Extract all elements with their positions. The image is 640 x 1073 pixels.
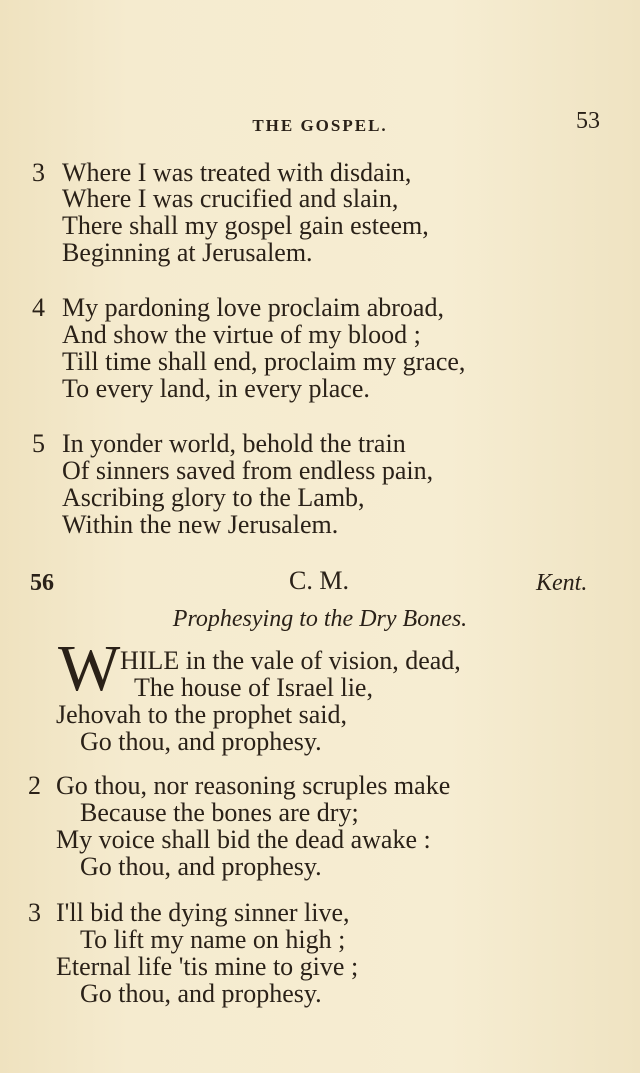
verse-number: 3: [28, 898, 41, 927]
verse-line: To every land, in every place.: [62, 374, 370, 403]
verse-line: HILE in the vale of vision, dead,: [120, 646, 461, 675]
verse-line: Within the new Jerusalem.: [62, 510, 339, 539]
verse-line: My voice shall bid the dead awake :: [56, 825, 431, 854]
verse-line: There shall my gospel gain esteem,: [62, 211, 429, 240]
page-number: 53: [576, 108, 600, 134]
running-title: THE GOSPEL.: [252, 116, 388, 135]
verse-line: Beginning at Jerusalem.: [62, 238, 313, 267]
verse-number: 3: [32, 158, 45, 187]
verse-number: 4: [32, 293, 45, 322]
verse-line: The house of Israel lie,: [134, 673, 373, 702]
verse-line: Ascribing glory to the Lamb,: [62, 483, 365, 512]
verse-line: Go thou, and prophesy.: [80, 852, 322, 881]
verse-line: I'll bid the dying sinner live,: [56, 898, 350, 927]
tune-name: Kent.: [536, 570, 588, 596]
verse-line: Till time shall end, proclaim my grace,: [62, 347, 466, 376]
verse-line: Go thou, nor reasoning scruples make: [56, 771, 451, 800]
hymn-meter: C. M.: [289, 566, 349, 595]
verse-line: In yonder world, behold the train: [62, 429, 406, 458]
verse-line: Jehovah to the prophet said,: [56, 700, 347, 729]
verse-line: And show the virtue of my blood ;: [62, 320, 421, 349]
verse-line: My pardoning love proclaim abroad,: [62, 293, 444, 322]
verse-line: Where I was crucified and slain,: [62, 184, 399, 213]
verse-number: 5: [32, 429, 45, 458]
verse-number: 2: [28, 771, 41, 800]
verse-line: Of sinners saved from endless pain,: [62, 456, 434, 485]
verse-line: Where I was treated with disdain,: [62, 158, 412, 187]
verse-line: To lift my name on high ;: [80, 925, 346, 954]
hymn-subtitle: Prophesying to the Dry Bones.: [172, 606, 468, 632]
hymn-number: 56: [30, 570, 54, 596]
verse-line: Go thou, and prophesy.: [80, 979, 322, 1008]
drop-cap: W: [58, 632, 121, 705]
verse-line: Eternal life 'tis mine to give ;: [56, 952, 359, 981]
verse-line: Because the bones are dry;: [80, 798, 359, 827]
verse-line: Go thou, and prophesy.: [80, 727, 322, 756]
